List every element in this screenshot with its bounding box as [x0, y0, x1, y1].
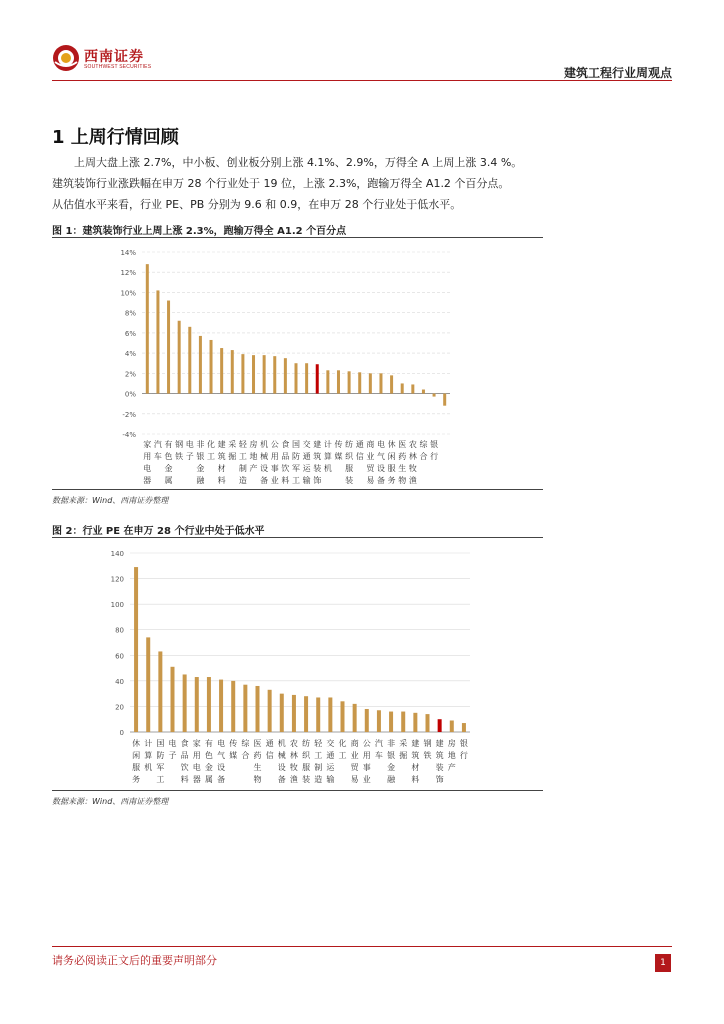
bar: [210, 340, 213, 394]
x-tick-label: 银: [459, 739, 468, 748]
x-tick-label: 服: [345, 464, 354, 473]
bar: [292, 695, 296, 732]
bar: [422, 390, 425, 394]
footer-disclaimer: 请务必阅读正文后的重要声明部分: [52, 954, 217, 967]
bar: [195, 677, 199, 732]
section-title: 1 上周行情回顾: [52, 127, 179, 148]
bar: [433, 394, 436, 397]
bar: [379, 373, 382, 393]
x-tick-label: 融: [196, 476, 205, 485]
y-tick-label: 4%: [124, 350, 136, 359]
x-tick-label: 筑: [313, 452, 322, 461]
x-tick-label: 料: [217, 476, 226, 485]
bar: [401, 383, 404, 393]
x-tick-label: 国: [292, 440, 300, 449]
x-tick-label: 医: [253, 739, 262, 748]
x-tick-label: 运: [302, 464, 311, 473]
x-tick-label: 计: [144, 739, 153, 748]
x-tick-label: 属: [204, 775, 213, 784]
x-tick-label: 车: [153, 452, 162, 461]
bar: [450, 720, 454, 732]
x-tick-label: 化: [338, 739, 347, 748]
x-tick-label: 通: [302, 452, 311, 461]
bar: [348, 371, 351, 393]
x-tick-label: 饰: [435, 775, 444, 784]
figure-2-source: 数据来源：Wind、西南证券整理: [52, 797, 169, 806]
y-tick-label: -4%: [122, 431, 136, 439]
x-tick-label: 饮: [281, 464, 290, 473]
y-tick-label: 60: [115, 652, 124, 661]
x-tick-label: 通: [355, 440, 364, 449]
x-tick-label: 服: [387, 464, 396, 473]
x-tick-label: 电: [376, 440, 385, 449]
x-tick-label: 气: [376, 452, 385, 461]
highlight-bar: [316, 364, 319, 393]
y-tick-label: 6%: [124, 329, 136, 338]
logo-text: 西南证券: [84, 49, 144, 65]
x-tick-label: 闲: [387, 452, 396, 461]
x-tick-label: 纺: [302, 739, 311, 748]
x-tick-label: 业: [270, 476, 279, 485]
bar: [462, 723, 466, 732]
y-tick-label: 14%: [120, 249, 136, 257]
x-tick-label: 医: [398, 440, 407, 449]
x-tick-label: 计: [323, 440, 332, 449]
x-tick-label: 综: [241, 739, 250, 748]
x-tick-label: 机: [323, 464, 332, 473]
x-tick-label: 属: [164, 476, 173, 485]
x-tick-label: 贸: [350, 763, 359, 772]
bar: [413, 713, 417, 732]
x-tick-label: 掘: [399, 751, 408, 760]
bar: [390, 375, 393, 393]
x-tick-label: 公: [270, 440, 279, 449]
bar: [134, 567, 138, 732]
bar: [295, 363, 298, 393]
x-tick-label: 备: [217, 775, 226, 784]
bar: [353, 704, 357, 732]
x-tick-label: 品: [281, 452, 290, 461]
x-tick-label: 制: [238, 464, 247, 473]
x-tick-label: 工: [238, 452, 247, 461]
x-tick-label: 输: [302, 476, 311, 485]
bar: [158, 651, 162, 732]
x-tick-label: 产: [447, 763, 456, 772]
x-tick-label: 铁: [423, 751, 432, 760]
y-tick-label: 0%: [124, 390, 136, 399]
bar: [183, 674, 187, 732]
x-tick-label: 筑: [411, 751, 420, 760]
x-tick-label: 交: [326, 739, 335, 748]
bar: [326, 370, 329, 393]
x-tick-label: 传: [334, 440, 343, 449]
x-tick-label: 钢: [423, 739, 432, 748]
x-tick-label: 食: [281, 440, 290, 449]
x-tick-label: 贸: [366, 464, 375, 473]
bar: [178, 321, 181, 394]
x-tick-label: 运: [326, 763, 335, 772]
y-tick-label: 0: [119, 729, 124, 737]
x-tick-label: 备: [260, 476, 269, 485]
figure-1-chart: [52, 240, 543, 488]
x-tick-label: 机: [144, 763, 153, 772]
figure-1-top-rule: [52, 237, 543, 238]
x-tick-label: 服: [302, 763, 311, 772]
y-tick-label: 100: [110, 601, 124, 610]
x-tick-label: 饮: [180, 763, 189, 772]
x-tick-label: 设: [217, 763, 226, 772]
x-tick-label: 非: [387, 739, 396, 748]
x-tick-label: 电: [185, 440, 194, 449]
x-tick-label: 通: [265, 739, 274, 748]
y-tick-label: -2%: [122, 410, 136, 419]
x-tick-label: 易: [350, 775, 359, 784]
bar: [316, 697, 320, 732]
bar: [268, 690, 272, 732]
x-tick-label: 子: [168, 751, 177, 760]
x-tick-label: 房: [447, 739, 456, 748]
y-tick-label: 8%: [124, 309, 136, 318]
x-tick-label: 电: [217, 739, 226, 748]
x-tick-label: 防: [156, 751, 165, 760]
x-tick-label: 融: [387, 775, 396, 784]
figure-2-top-rule: [52, 537, 543, 538]
company-logo: [52, 44, 162, 74]
x-tick-label: 械: [277, 751, 286, 760]
bar: [256, 686, 260, 732]
bar: [199, 336, 202, 394]
x-tick-label: 业: [350, 751, 359, 760]
x-tick-label: 设: [260, 464, 269, 473]
bar: [188, 327, 191, 394]
x-tick-label: 生: [253, 763, 262, 772]
figure-1-source: 数据来源：Wind、西南证券整理: [52, 496, 169, 505]
x-tick-label: 制: [314, 763, 323, 772]
x-tick-label: 造: [238, 476, 247, 485]
x-tick-label: 装: [313, 464, 322, 473]
x-tick-label: 渔: [408, 476, 417, 485]
x-tick-label: 农: [289, 739, 298, 748]
x-tick-label: 媒: [334, 452, 343, 461]
y-tick-label: 20: [115, 703, 124, 712]
x-tick-label: 料: [180, 775, 189, 784]
x-tick-label: 汽: [153, 440, 162, 449]
x-tick-label: 算: [323, 452, 332, 461]
x-tick-label: 工: [292, 476, 300, 485]
bar: [243, 685, 247, 732]
bar: [389, 712, 393, 732]
x-tick-label: 房: [249, 440, 258, 449]
x-tick-label: 林: [408, 452, 417, 461]
bar: [252, 355, 255, 393]
x-tick-label: 有: [204, 739, 213, 748]
x-tick-label: 机: [260, 440, 269, 449]
x-tick-label: 军: [292, 464, 300, 473]
bar: [219, 680, 223, 732]
bar: [284, 358, 287, 393]
x-tick-label: 地: [249, 452, 258, 461]
x-tick-label: 材: [411, 763, 420, 772]
bar: [401, 712, 405, 732]
x-tick-label: 家: [192, 739, 201, 748]
logo-subtext: SOUTHWEST SECURITIES: [84, 64, 152, 70]
bar: [156, 290, 159, 393]
x-tick-label: 色: [204, 751, 213, 760]
figure-2-title: 图 2：行业 PE 在申万 28 个行业中处于低水平: [52, 526, 265, 537]
bar: [337, 370, 340, 393]
x-tick-label: 设: [277, 763, 286, 772]
x-tick-label: 设: [376, 464, 385, 473]
bar: [231, 681, 235, 732]
x-tick-label: 气: [217, 751, 226, 760]
x-tick-label: 纺: [345, 440, 354, 449]
x-tick-label: 汽: [374, 739, 383, 748]
x-tick-label: 电: [168, 739, 177, 748]
x-tick-label: 国: [156, 739, 165, 748]
x-tick-label: 用: [362, 751, 371, 760]
report-title: 建筑工程行业周观点: [563, 66, 672, 80]
y-tick-label: 2%: [124, 370, 136, 379]
x-tick-label: 休: [387, 440, 396, 449]
bar: [443, 394, 446, 406]
page-number: 1: [655, 954, 671, 972]
x-tick-label: 筑: [217, 452, 226, 461]
x-tick-label: 生: [398, 464, 407, 473]
figure-2-chart: [52, 540, 543, 788]
x-tick-label: 金: [387, 763, 396, 772]
x-tick-label: 工: [156, 775, 165, 784]
x-tick-label: 建: [411, 739, 420, 748]
x-tick-label: 物: [253, 775, 262, 784]
x-tick-label: 易: [366, 476, 375, 485]
x-tick-label: 牧: [408, 464, 417, 473]
x-tick-label: 家: [143, 440, 152, 449]
paragraph-2: 建筑装饰行业涨跌幅在申万 28 个行业处于 19 位，上涨 2.3%，跑输万得全 A1.2 个百分点。: [52, 177, 510, 190]
x-tick-label: 用: [270, 452, 279, 461]
x-tick-label: 掘: [228, 452, 237, 461]
x-tick-label: 药: [253, 751, 262, 760]
x-tick-label: 装: [345, 476, 354, 485]
bar: [426, 714, 430, 732]
x-tick-label: 造: [314, 775, 323, 784]
bar: [341, 701, 345, 732]
x-tick-label: 银: [387, 751, 396, 760]
figure-1-title: 图 1：建筑装饰行业上周上涨 2.3%，跑输万得全 A1.2 个百分点: [52, 226, 347, 237]
figure-1-bottom-rule: [52, 489, 543, 490]
x-tick-label: 合: [419, 452, 428, 461]
highlight-bar: [438, 719, 442, 732]
x-tick-label: 织: [345, 452, 354, 461]
x-tick-label: 材: [217, 464, 226, 473]
x-tick-label: 药: [398, 452, 407, 461]
x-tick-label: 事: [362, 763, 371, 772]
bar: [377, 710, 381, 732]
x-tick-label: 品: [180, 751, 189, 760]
logo-emblem-icon: [52, 44, 80, 72]
x-tick-label: 车: [374, 751, 383, 760]
bar: [146, 264, 149, 393]
x-tick-label: 备: [376, 476, 385, 485]
x-tick-label: 休: [132, 739, 141, 748]
x-tick-label: 装: [435, 763, 444, 772]
x-tick-label: 金: [204, 763, 213, 772]
figure-2-bottom-rule: [52, 790, 543, 791]
bar: [280, 694, 284, 732]
x-tick-label: 农: [408, 440, 417, 449]
x-tick-label: 银: [430, 440, 439, 449]
bar: [146, 637, 150, 732]
y-tick-label: 12%: [120, 269, 136, 278]
x-tick-label: 产: [249, 464, 258, 473]
x-tick-label: 饰: [313, 476, 322, 485]
x-tick-label: 色: [164, 452, 173, 461]
bar: [411, 384, 414, 393]
x-tick-label: 轻: [238, 440, 247, 449]
x-tick-label: 防: [292, 452, 300, 461]
x-tick-label: 行: [459, 751, 468, 760]
x-tick-label: 机: [277, 739, 286, 748]
bar: [241, 354, 244, 393]
x-tick-label: 建: [217, 440, 226, 449]
x-tick-label: 工: [207, 452, 216, 461]
x-tick-label: 传: [229, 739, 238, 748]
bar: [305, 363, 308, 393]
paragraph-3: 从估值水平来看，行业 PE、PB 分别为 9.6 和 0.9，在申万 28 个行业处于低水平。: [52, 198, 462, 211]
x-tick-label: 牧: [289, 763, 298, 772]
x-tick-label: 林: [289, 751, 298, 760]
x-tick-label: 采: [399, 739, 408, 748]
bar: [220, 348, 223, 394]
x-tick-label: 事: [270, 464, 279, 473]
x-tick-label: 钢: [175, 440, 184, 449]
x-tick-label: 工: [338, 751, 347, 760]
x-tick-label: 采: [228, 440, 237, 449]
x-tick-label: 算: [144, 751, 153, 760]
x-tick-label: 电: [192, 763, 201, 772]
header-divider: [52, 80, 672, 81]
x-tick-label: 信: [355, 452, 364, 461]
bar: [171, 667, 175, 732]
x-tick-label: 渔: [289, 775, 298, 784]
x-tick-label: 铁: [175, 452, 184, 461]
paragraph-1: 上周大盘上涨 2.7%，中小板、创业板分别上涨 4.1%、2.9%，万得全 A 上周上涨 3.4 %。: [74, 156, 523, 169]
x-tick-label: 筑: [435, 751, 444, 760]
x-tick-label: 化: [207, 440, 216, 449]
bar: [358, 372, 361, 393]
x-tick-label: 务: [387, 476, 396, 485]
bar: [273, 356, 276, 393]
x-tick-label: 商: [350, 739, 359, 748]
x-tick-label: 合: [241, 751, 250, 760]
x-tick-label: 输: [326, 775, 335, 784]
x-tick-label: 交: [302, 440, 311, 449]
x-tick-label: 轻: [314, 739, 323, 748]
y-tick-label: 40: [115, 677, 124, 686]
x-tick-label: 银: [196, 452, 205, 461]
y-tick-label: 10%: [120, 289, 136, 298]
x-tick-label: 织: [302, 751, 311, 760]
x-tick-label: 用: [143, 452, 152, 461]
footer-divider: [52, 946, 672, 947]
x-tick-label: 工: [314, 751, 323, 760]
x-tick-label: 商: [366, 440, 375, 449]
x-tick-label: 业: [366, 452, 375, 461]
y-tick-label: 120: [110, 575, 124, 584]
x-tick-label: 器: [192, 775, 201, 784]
bar: [369, 373, 372, 393]
y-tick-label: 80: [115, 626, 124, 635]
x-tick-label: 金: [164, 464, 173, 473]
bar: [328, 697, 332, 732]
x-tick-label: 综: [419, 440, 428, 449]
x-tick-label: 金: [196, 464, 205, 473]
x-tick-label: 建: [435, 739, 444, 748]
x-tick-label: 务: [132, 775, 141, 784]
x-tick-label: 子: [185, 452, 194, 461]
bar: [167, 301, 170, 394]
x-tick-label: 地: [447, 751, 456, 760]
x-tick-label: 物: [398, 476, 407, 485]
x-tick-label: 器: [143, 476, 152, 485]
bar: [365, 709, 369, 732]
x-tick-label: 料: [281, 476, 290, 485]
x-tick-label: 公: [362, 739, 371, 748]
x-tick-label: 闲: [132, 751, 141, 760]
x-tick-label: 备: [277, 775, 286, 784]
x-tick-label: 食: [180, 739, 189, 748]
x-tick-label: 服: [132, 763, 141, 772]
bar: [304, 696, 308, 732]
x-tick-label: 电: [143, 464, 152, 473]
x-tick-label: 料: [411, 775, 420, 784]
bar: [231, 350, 234, 393]
x-tick-label: 非: [196, 440, 205, 449]
x-tick-label: 通: [326, 751, 335, 760]
x-tick-label: 行: [430, 452, 439, 461]
x-tick-label: 信: [265, 751, 274, 760]
x-tick-label: 军: [156, 763, 165, 772]
x-tick-label: 械: [260, 452, 269, 461]
x-tick-label: 业: [362, 775, 371, 784]
x-tick-label: 用: [192, 751, 201, 760]
x-tick-label: 媒: [229, 751, 238, 760]
bar: [207, 677, 211, 732]
bar: [263, 355, 266, 393]
y-tick-label: 140: [110, 550, 124, 558]
x-tick-label: 建: [313, 440, 322, 449]
x-tick-label: 装: [302, 775, 311, 784]
x-tick-label: 有: [164, 440, 173, 449]
